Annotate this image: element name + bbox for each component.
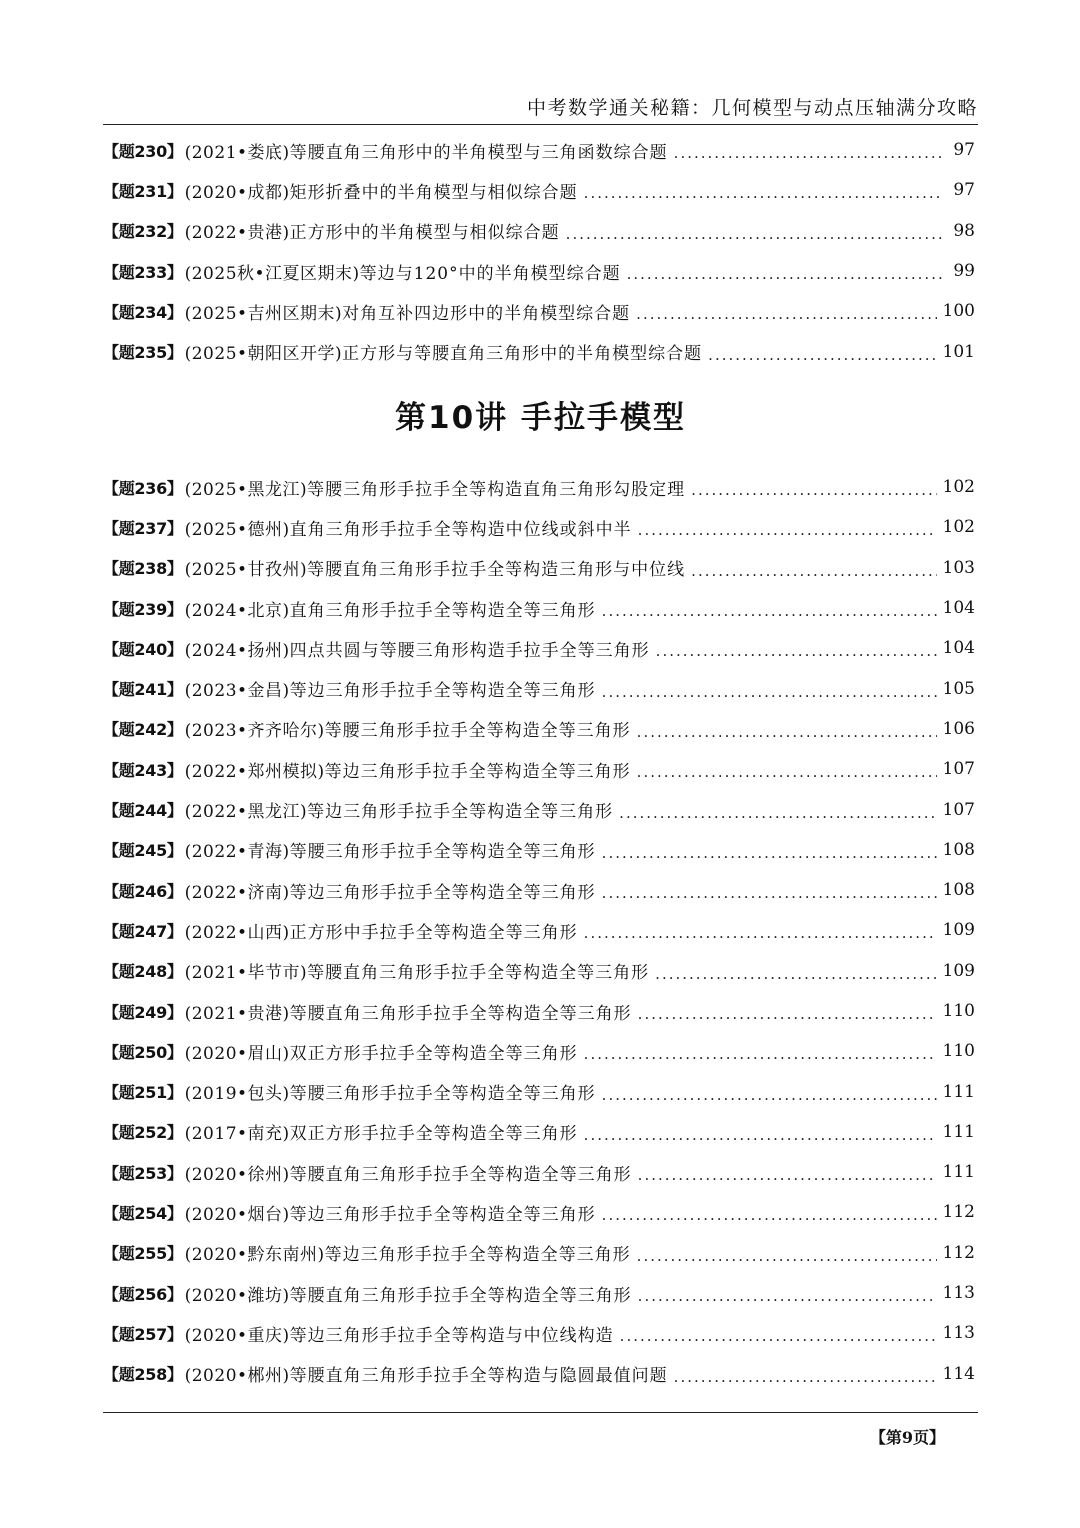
section-title: 第10讲 手拉手模型 (395, 400, 686, 436)
toc-entry[interactable] (103, 331, 975, 371)
toc-entry-number: 【题254】 (103, 1203, 183, 1223)
toc-entry-page: 111 (942, 1121, 975, 1142)
toc-entry-title: 等腰直角三角形手拉手全等构造三角形与中位线 (307, 560, 686, 581)
toc-entry-source: (2022•青海) (184, 842, 290, 863)
toc-entry-title: 等边三角形手拉手全等构造与中位线构造 (289, 1325, 614, 1346)
toc-entry-source: (2022•郑州模拟) (184, 761, 325, 782)
toc-entry-number: 【题246】 (103, 881, 183, 901)
toc-entry-number: 【题245】 (103, 841, 183, 861)
toc-entry[interactable] (103, 1031, 975, 1071)
toc-entry[interactable] (103, 1112, 975, 1152)
toc-entry-number: 【题249】 (103, 1002, 183, 1022)
toc-entry-page: 99 (953, 261, 975, 282)
toc-dot-leader (602, 844, 937, 862)
toc-entry-title: 等腰直角三角形手拉手全等构造与隐圆最值问题 (289, 1366, 668, 1387)
toc-entry[interactable] (103, 789, 975, 829)
toc-entry-source: (2020•眉山) (184, 1043, 290, 1064)
toc-entry-number: 【题256】 (103, 1284, 183, 1304)
toc-entry-page: 108 (942, 880, 975, 901)
toc-entry[interactable] (103, 1071, 975, 1111)
toc-dot-leader (655, 965, 936, 983)
toc-entry-source: (2020•烟台) (184, 1204, 290, 1225)
toc-list-part1 (103, 130, 975, 372)
toc-entry-source: (2022•山西) (184, 922, 290, 943)
toc-entry[interactable] (103, 1233, 975, 1273)
toc-entry-page: 112 (942, 1202, 975, 1223)
toc-dot-leader (638, 1005, 937, 1023)
toc-entry-number: 【题241】 (103, 680, 183, 700)
toc-dot-leader (638, 521, 937, 539)
toc-dot-leader (691, 481, 936, 499)
toc-entry-page: 113 (942, 1323, 975, 1344)
toc-entry-source: (2025•德州) (184, 519, 290, 540)
toc-entry-number: 【题255】 (103, 1244, 183, 1264)
toc-entry[interactable] (103, 709, 975, 749)
toc-dot-leader (584, 184, 943, 202)
toc-entry-number: 【题251】 (103, 1083, 183, 1103)
toc-dot-leader (620, 1327, 937, 1345)
toc-dot-leader (584, 1126, 937, 1144)
toc-entry[interactable] (103, 910, 975, 950)
toc-entry[interactable] (103, 291, 975, 331)
toc-entry-title: 等边三角形手拉手全等构造全等三角形 (307, 802, 614, 823)
toc-entry-number: 【题231】 (103, 181, 183, 201)
toc-entry-title: 直角三角形手拉手全等构造全等三角形 (289, 600, 596, 621)
toc-dot-leader (602, 683, 937, 701)
toc-entry-page: 106 (942, 718, 975, 739)
toc-entry-source: (2022•黑龙江) (184, 802, 308, 823)
toc-entry-number: 【题239】 (103, 599, 183, 619)
toc-entry-source: (2025•甘孜州) (184, 560, 308, 581)
footer-divider (103, 1412, 978, 1413)
toc-entry-page: 113 (942, 1283, 975, 1304)
toc-entry-source: (2025•黑龙江) (184, 479, 308, 500)
toc-entry[interactable] (103, 1313, 975, 1353)
header-divider (103, 124, 978, 125)
toc-entry-title: 等边三角形手拉手全等构造全等三角形 (289, 681, 596, 702)
toc-entry-number: 【题235】 (103, 343, 183, 363)
toc-entry-page: 102 (942, 517, 975, 538)
toc-entry-source: (2020•郴州) (184, 1366, 290, 1387)
toc-entry-title: 等边三角形手拉手全等构造全等三角形 (289, 1204, 596, 1225)
toc-entry-number: 【题253】 (103, 1163, 183, 1183)
toc-entry-title: 正方形中手拉手全等构造全等三角形 (289, 922, 578, 943)
toc-entry-source: (2020•徐州) (184, 1164, 290, 1185)
toc-dot-leader (627, 265, 943, 283)
toc-entry-number: 【题232】 (103, 222, 183, 242)
toc-entry-source: (2021•毕节市) (184, 963, 308, 984)
toc-entry-page: 110 (942, 1001, 975, 1021)
toc-entry-number: 【题230】 (103, 141, 183, 161)
book-title-header: 中考数学通关秘籍：几何模型与动点压轴满分攻略 (526, 97, 978, 119)
toc-entry[interactable] (103, 507, 975, 547)
toc-entry-page: 111 (942, 1081, 975, 1102)
toc-entry-title: 等边三角形手拉手全等构造全等三角形 (324, 1245, 631, 1266)
toc-entry-title: 等边三角形手拉手全等构造全等三角形 (324, 761, 631, 782)
toc-entry-page: 109 (942, 960, 975, 981)
toc-entry-page: 102 (942, 477, 975, 498)
toc-entry-title: 双正方形手拉手全等构造全等三角形 (289, 1043, 578, 1064)
toc-entry-page: 97 (953, 180, 975, 201)
toc-entry-title: 直角三角形手拉手全等构造中位线或斜中半 (289, 519, 632, 540)
toc-entry-title: 等腰直角三角形手拉手全等构造全等三角形 (289, 1164, 632, 1185)
toc-entry-page: 109 (942, 920, 975, 941)
toc-entry-source: (2023•齐齐哈尔) (184, 721, 325, 742)
toc-entry-page: 107 (942, 759, 975, 780)
toc-entry-number: 【题242】 (103, 720, 183, 740)
toc-entry-title: 四点共圆与等腰三角形构造手拉手全等三角形 (289, 640, 650, 661)
toc-entry-page: 100 (942, 301, 975, 322)
toc-entry-number: 【题244】 (103, 801, 183, 821)
toc-dot-leader (708, 346, 936, 364)
toc-entry-number: 【题243】 (103, 760, 183, 780)
toc-dot-leader (619, 804, 936, 822)
toc-dot-leader (691, 562, 936, 580)
toc-entry-page: 114 (942, 1363, 975, 1384)
toc-entry-title: 双正方形手拉手全等构造全等三角形 (289, 1124, 578, 1145)
page-number: 【第9页】 (869, 1428, 945, 1447)
toc-entry[interactable] (103, 588, 975, 628)
toc-entry-title: 等腰直角三角形手拉手全等构造全等三角形 (307, 963, 650, 984)
toc-dot-leader (674, 144, 943, 162)
toc-entry[interactable] (103, 1152, 975, 1192)
toc-dot-leader (584, 924, 937, 942)
toc-entry-page: 107 (942, 799, 975, 820)
toc-entry-page: 104 (942, 598, 975, 619)
toc-entry-title: 等腰直角三角形中的半角模型与三角函数综合题 (289, 142, 668, 163)
toc-entry[interactable] (103, 991, 975, 1031)
toc-dot-leader (636, 305, 936, 323)
toc-dot-leader (566, 225, 943, 243)
toc-entry-source: (2024•扬州) (184, 640, 290, 661)
toc-entry-title: 正方形与等腰直角三角形中的半角模型综合题 (342, 344, 703, 365)
toc-entry-page: 110 (942, 1041, 975, 1062)
toc-entry[interactable] (103, 749, 975, 789)
toc-entry-page: 104 (942, 638, 975, 659)
toc-dot-leader (602, 884, 937, 902)
toc-dot-leader (602, 1206, 937, 1224)
toc-dot-leader (638, 1166, 937, 1184)
toc-entry-title: 矩形折叠中的半角模型与相似综合题 (289, 182, 578, 203)
toc-entry-page: 105 (942, 678, 975, 699)
toc-entry-page: 112 (942, 1242, 975, 1263)
toc-entry[interactable] (103, 170, 975, 210)
toc-dot-leader (637, 763, 937, 781)
toc-entry[interactable] (103, 870, 975, 910)
toc-entry[interactable] (103, 130, 975, 170)
toc-entry-page: 111 (942, 1162, 975, 1183)
toc-entry-source: (2020•成都) (184, 182, 290, 203)
toc-entry-title: 等腰直角三角形手拉手全等构造全等三角形 (289, 1285, 632, 1306)
toc-entry[interactable] (103, 467, 975, 507)
toc-entry-number: 【题252】 (103, 1123, 183, 1143)
toc-entry[interactable] (103, 1354, 975, 1394)
toc-entry-source: (2017•南充) (184, 1124, 290, 1145)
toc-entry[interactable] (103, 668, 975, 708)
toc-list-part2 (103, 467, 975, 1394)
toc-entry-title: 等边与120°中的半角模型综合题 (359, 263, 621, 284)
toc-dot-leader (638, 1287, 937, 1305)
toc-entry-page: 103 (942, 557, 975, 578)
toc-entry-source: (2020•潍坊) (184, 1285, 290, 1306)
toc-entry-page: 97 (953, 140, 975, 161)
toc-dot-leader (674, 1368, 937, 1386)
toc-entry-source: (2025秋•江夏区期末) (184, 263, 360, 284)
toc-entry-title: 等腰三角形手拉手全等构造全等三角形 (289, 842, 596, 863)
toc-entry-source: (2021•娄底) (184, 142, 290, 163)
toc-entry[interactable] (103, 548, 975, 588)
toc-entry-source: (2022•济南) (184, 882, 290, 903)
toc-entry-title: 对角互补四边形中的半角模型综合题 (342, 303, 631, 324)
toc-entry[interactable] (103, 628, 975, 668)
toc-entry-source: (2025•吉州区期末) (184, 303, 343, 324)
toc-entry-number: 【题250】 (103, 1042, 183, 1062)
toc-dot-leader (637, 723, 937, 741)
toc-entry-number: 【题257】 (103, 1324, 183, 1344)
toc-entry-source: (2020•重庆) (184, 1325, 290, 1346)
toc-entry-number: 【题240】 (103, 639, 183, 659)
toc-entry-number: 【题258】 (103, 1365, 183, 1385)
toc-entry-number: 【题236】 (103, 478, 183, 498)
toc-entry[interactable] (103, 830, 975, 870)
toc-entry[interactable] (103, 1273, 975, 1313)
toc-entry-source: (2022•贵港) (184, 223, 290, 244)
toc-entry-page: 108 (942, 839, 975, 860)
toc-entry-number: 【题238】 (103, 559, 183, 579)
toc-entry-title: 等腰三角形手拉手全等构造全等三角形 (324, 721, 631, 742)
toc-entry[interactable] (103, 251, 975, 291)
toc-entry-number: 【题237】 (103, 518, 183, 538)
toc-entry-source: (2019•包头) (184, 1084, 290, 1105)
toc-entry-source: (2024•北京) (184, 600, 290, 621)
toc-entry-title: 等腰三角形手拉手全等构造全等三角形 (289, 1084, 596, 1105)
toc-entry-number: 【题234】 (103, 302, 183, 322)
toc-entry-page: 98 (953, 220, 975, 241)
toc-entry-source: (2025•朝阳区开学) (184, 344, 343, 365)
toc-dot-leader (602, 1086, 937, 1104)
toc-entry-number: 【题247】 (103, 921, 183, 941)
toc-entry[interactable] (103, 1192, 975, 1232)
toc-entry-page: 101 (942, 341, 975, 362)
toc-dot-leader (602, 602, 937, 620)
toc-entry-source: (2021•贵港) (184, 1003, 290, 1024)
toc-entry-number: 【题248】 (103, 962, 183, 982)
toc-dot-leader (656, 642, 937, 660)
toc-entry-title: 等边三角形手拉手全等构造全等三角形 (289, 882, 596, 903)
toc-entry-source: (2020•黔东南州) (184, 1245, 325, 1266)
toc-entry[interactable] (103, 951, 975, 991)
toc-entry-title: 正方形中的半角模型与相似综合题 (289, 223, 560, 244)
toc-entry-number: 【题233】 (103, 262, 183, 282)
toc-entry-source: (2023•金昌) (184, 681, 290, 702)
toc-dot-leader (637, 1247, 937, 1265)
toc-dot-leader (584, 1045, 937, 1063)
toc-entry-title: 等腰三角形手拉手全等构造直角三角形勾股定理 (307, 479, 686, 500)
toc-entry-title: 等腰直角三角形手拉手全等构造全等三角形 (289, 1003, 632, 1024)
toc-entry[interactable] (103, 211, 975, 251)
